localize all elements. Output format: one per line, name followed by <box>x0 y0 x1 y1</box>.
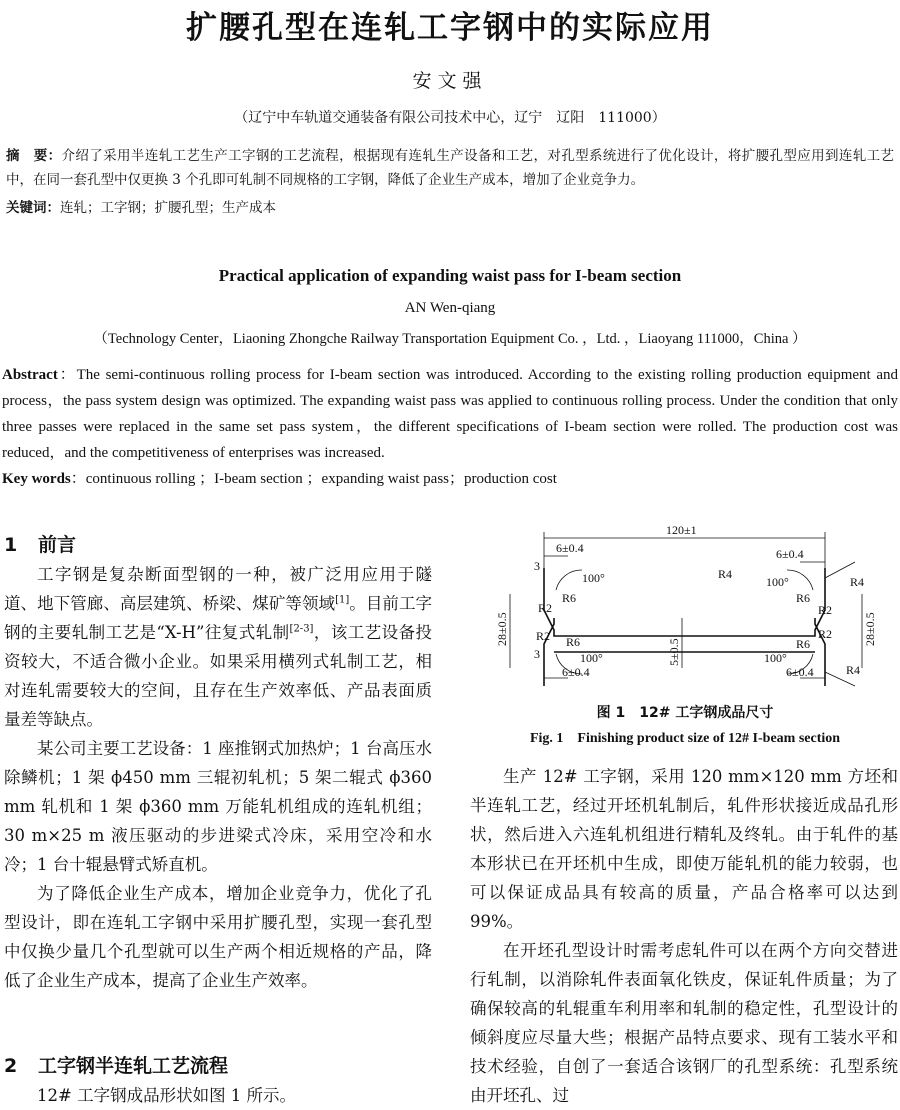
s1p1-part-a: 工字钢是复杂断面型钢的一种，被广泛用应用于隧道、地下管廊、高层建筑、桥梁、煤矿等领域 <box>4 565 432 613</box>
dim-flange-tl: 6±0.4 <box>556 541 584 555</box>
radius-r2-tr: R2 <box>818 603 833 617</box>
abstract-cn-label: 摘 要： <box>6 148 62 164</box>
s1p1-part-b: 。目前工字钢的主要轧制工艺是“X-H”往复式轧制 <box>4 594 433 642</box>
dim-flange-tr: 6±0.4 <box>776 547 804 561</box>
section-1-title: 前言 <box>38 534 77 556</box>
dim-height-right: 28±0.5 <box>863 612 877 646</box>
figure-caption-en: Fig. 1 Finishing product size of 12# I-beam section <box>529 731 841 746</box>
section-1-paragraph-2: 某公司主要工艺设备：1 座推钢式加热炉；1 台高压水除鳞机；1 架 ϕ450 mm 三辊初轧机；5 架二辊式 ϕ360 mm 轧机和 1 架 ϕ360 mm 万能轧机组成的连轧机组；30 m×25 m 液压驱动的步进梁式冷床，采用空冷和水冷；1 台十辊悬臂式矫直机。 <box>4 739 432 874</box>
keywords-en-text: ：continuous rolling ；I-beam section ；expanding waist pass；production cost <box>70 471 557 487</box>
abstract-cn <box>6 144 894 192</box>
dim-flange-br: 6±0.4 <box>786 665 814 679</box>
radius-r2-tl: R2 <box>538 601 553 615</box>
radius-tr: R4 <box>850 575 865 589</box>
abstract-en-text: ：The semi-continuous rolling process for I-beam section was introduced. According to the existing rolling production equipment and process，the pass system design was optimized. The expanding waist pass was applied to continuous rolling process. Under the condition that only three passes were replaced in the same set pass system，the different specifications of I-beam section were rolled. The production cost was reduced，and the competitiveness of enterprises was increased. <box>2 367 898 461</box>
affiliation-en: （Technology Center，Liaoning Zhongche Railway Transportation Equipment Co. ，Ltd. ，Liaoyang 111000，China ） <box>93 331 807 347</box>
dimension-lines <box>510 532 865 686</box>
right-paragraph-1: 生产 12# 工字钢，采用 120 mm×120 mm 方坯和半连轧工艺，经过开坯机轧制后，轧件形状接近成品孔形状，然后进入六连轧机组进行精轧及终轧。由于轧件的基本形状已在开坯机中生成，即使万能轧机的能力较弱，也可以保证成品具有较高的质量，产品合格率可以达到 99%。 <box>470 767 898 931</box>
dim-flange-bl: 6±0.4 <box>562 665 590 679</box>
angle-tr: 100° <box>766 575 789 589</box>
section-1-number: 1 <box>4 534 18 556</box>
paper-title-en: Practical application of expanding waist pass for I-beam section <box>218 266 682 285</box>
dim-web: 5±0.5 <box>667 638 681 666</box>
author-name-en: AN Wen-qiang <box>404 300 496 316</box>
abstract-en <box>2 362 898 466</box>
dim-width: 120±1 <box>666 523 697 537</box>
radius-r6-tl: R6 <box>562 591 577 605</box>
section-1-paragraph-1 <box>4 560 432 734</box>
dim-three-bl: 3 <box>534 647 540 661</box>
figure-caption-cn: 图 1 12# 工字钢成品尺寸 <box>596 705 774 721</box>
keywords-cn-text: 连轧；工字钢；扩腰孔型；生产成本 <box>60 200 276 216</box>
author-name: 安文强 <box>412 70 488 92</box>
right-column <box>470 762 898 1110</box>
section-2-title: 工字钢半连轧工艺流程 <box>38 1055 229 1077</box>
keywords-cn <box>6 196 894 220</box>
section-2-heading <box>4 1051 228 1078</box>
radius-r6-tr: R6 <box>796 591 811 605</box>
i-beam-drawing <box>470 518 900 700</box>
left-column <box>4 560 432 995</box>
radius-r6-br: R6 <box>796 637 811 651</box>
affiliation: （辽宁中车轨道交通装备有限公司技术中心，辽宁 辽阳 111000） <box>234 110 666 126</box>
radius-r2-bl: R2 <box>536 629 551 643</box>
dim-three-tl: 3 <box>534 559 540 573</box>
citation-ref-2: [2-3] <box>289 623 314 635</box>
abstract-en-label: Abstract <box>2 367 58 383</box>
paper-title: 扩腰孔型在连轧工字钢中的实际应用 <box>186 10 714 46</box>
abstract-cn-text: 介绍了采用半连轧工艺生产工字钢的工艺流程，根据现有连轧生产设备和工艺，对孔型系统进行了优化设计，将扩腰孔型应用到连轧工艺中，在同一套孔型中仅更换 3 个孔即可轧制不同规格的工字钢，降低了企业生产成本，增加了企业竞争力。 <box>6 148 895 188</box>
radius-br: R4 <box>846 663 861 677</box>
radius-r6-bl: R6 <box>566 635 581 649</box>
keywords-cn-label: 关键词： <box>6 200 60 216</box>
section-1-heading <box>4 530 76 557</box>
section-2-number: 2 <box>4 1055 18 1077</box>
section-1-paragraph-3: 为了降低企业生产成本，增加企业竞争力，优化了孔型设计，即在连轧工字钢中采用扩腰孔型，实现一套孔型中仅换少量几个孔型就可以生产两个相近规格的产品，降低了企业生产成本，提高了企业生产效率。 <box>4 884 432 990</box>
dim-height-left: 28±0.5 <box>495 612 509 646</box>
keywords-en-label: Key words <box>2 471 71 487</box>
right-paragraph-2: 在开坯孔型设计时需考虑轧件可以在两个方向交替进行轧制，以消除轧件表面氧化铁皮，保证轧件质量；为了确保较高的轧辊重车利用率和轧制的稳定性，孔型设计的倾斜度应尽量大些；根据产品特点要求、现有工装水平和技术经验，自创了一套适合该钢厂的孔型系统：孔型系统由开坯孔、过 <box>470 941 898 1105</box>
section-2-body <box>4 1081 432 1110</box>
keywords-en <box>2 466 898 492</box>
citation-ref-1: [1] <box>335 594 350 606</box>
radius-mid: R4 <box>718 567 733 581</box>
section-2-paragraph-1: 12# 工字钢成品形状如图 1 所示。 <box>37 1086 297 1105</box>
angle-br: 100° <box>764 651 787 665</box>
radius-r2-br: R2 <box>818 627 833 641</box>
s1p1-part-c: ，该工艺设备投资较大，不适合微小企业。如果采用横列式轧制工艺，相对连轧需要较大的空间，且存在生产效率低、产品表面质量差等缺点。 <box>4 623 433 729</box>
angle-bl: 100° <box>580 651 603 665</box>
angle-tl: 100° <box>582 571 605 585</box>
